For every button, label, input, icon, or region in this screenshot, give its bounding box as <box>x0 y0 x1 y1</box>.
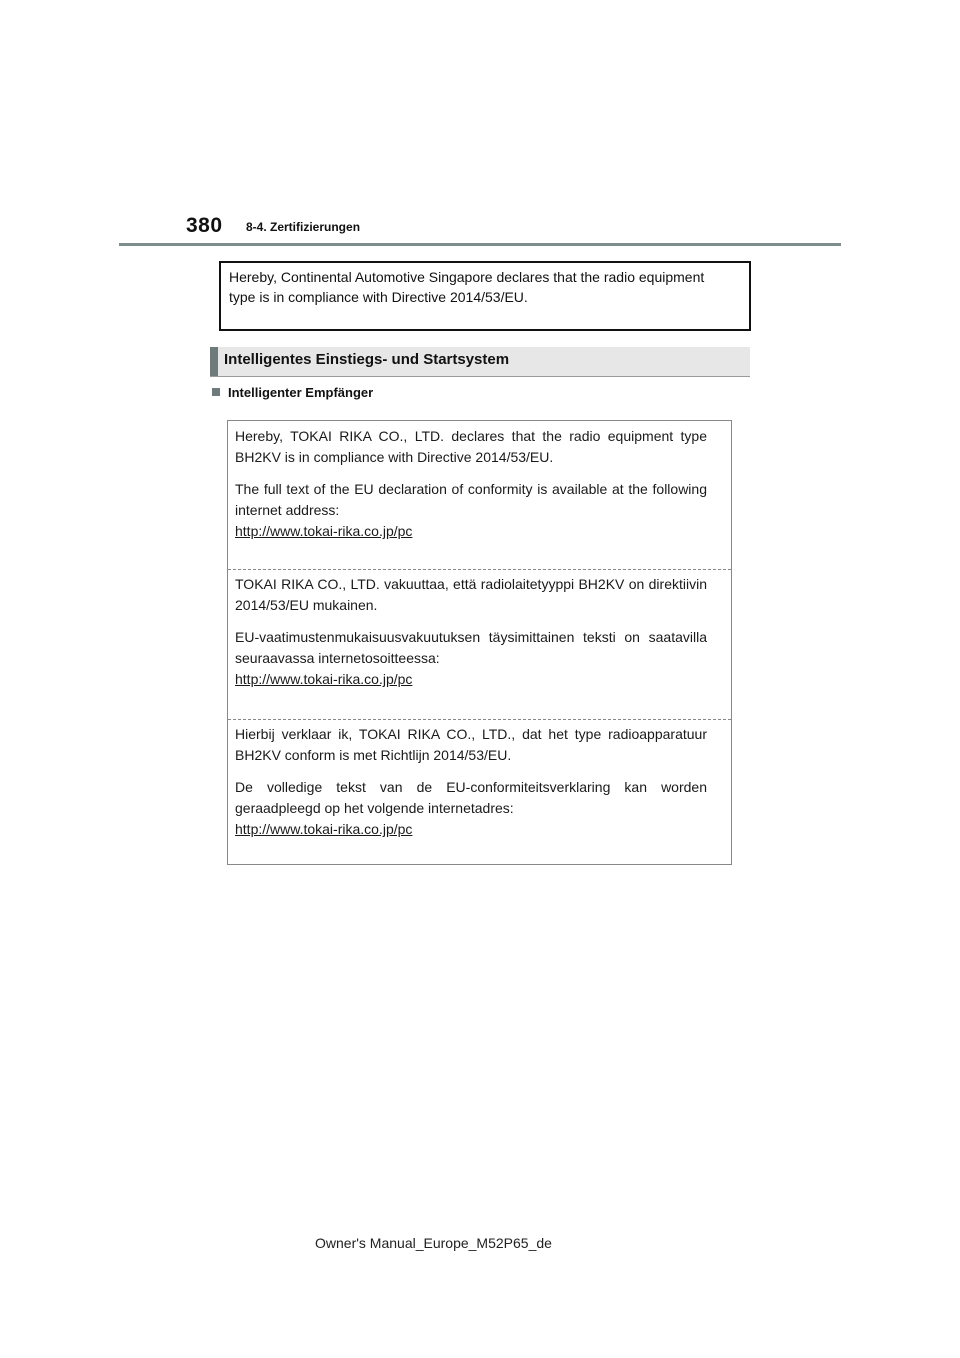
declaration-english <box>228 421 731 569</box>
declaration-finnish <box>228 569 731 719</box>
subheading <box>212 385 373 400</box>
declaration-url-link[interactable]: http://www.tokai-rika.co.jp/pc <box>235 523 413 539</box>
declaration-fulltext-text: EU-vaatimustenmukaisuusvakuutuksen täysimittainen teksti on saatavilla seuraavassa internetosoitteessa: <box>235 629 707 666</box>
declaration-fulltext-text: The full text of the EU declaration of conformity is available at the following internet address: <box>235 481 707 518</box>
declaration-fulltext <box>235 479 707 542</box>
continental-declaration-box <box>219 261 751 331</box>
subheading-text: Intelligenter Empfänger <box>228 385 374 400</box>
declaration-statement: Hierbij verklaar ik, TOKAI RIKA CO., LTD., dat het type radioapparatuur BH2KV conform is met Richtlijn 2014/53/EU. <box>235 726 707 763</box>
tokai-declaration-box <box>227 420 732 865</box>
declaration-statement: TOKAI RIKA CO., LTD. vakuuttaa, että radiolaitetyyppi BH2KV on direktiivin 2014/53/EU mukainen. <box>235 576 707 613</box>
declaration-url-link[interactable]: http://www.tokai-rika.co.jp/pc <box>235 821 413 837</box>
section-label: 8-4. Zertifizierungen <box>246 220 361 234</box>
declaration-url-link[interactable]: http://www.tokai-rika.co.jp/pc <box>235 671 413 687</box>
header-rule <box>119 243 841 246</box>
section-heading <box>210 347 750 377</box>
declaration-fulltext <box>235 627 707 690</box>
square-bullet-icon <box>212 388 220 396</box>
declaration-fulltext <box>235 777 707 840</box>
page-number: 380 <box>186 214 223 237</box>
declaration-dutch <box>228 719 731 864</box>
section-heading-bar <box>210 347 218 376</box>
declaration-fulltext-text: De volledige tekst van de EU-conformiteitsverklaring kan worden geraadpleegd op het volgende internetadres: <box>235 779 707 816</box>
continental-line-2: type is in compliance with Directive 2014/53/EU. <box>229 289 528 305</box>
page-footer: Owner's Manual_Europe_M52P65_de <box>315 1235 552 1251</box>
section-heading-text: Intelligentes Einstiegs- und Startsystem <box>224 351 510 368</box>
continental-line-1: Hereby, Continental Automotive Singapore declares that the radio equipment <box>229 269 705 285</box>
declaration-statement: Hereby, TOKAI RIKA CO., LTD. declares that the radio equipment type BH2KV is in compliance with Directive 2014/53/EU. <box>235 428 707 465</box>
